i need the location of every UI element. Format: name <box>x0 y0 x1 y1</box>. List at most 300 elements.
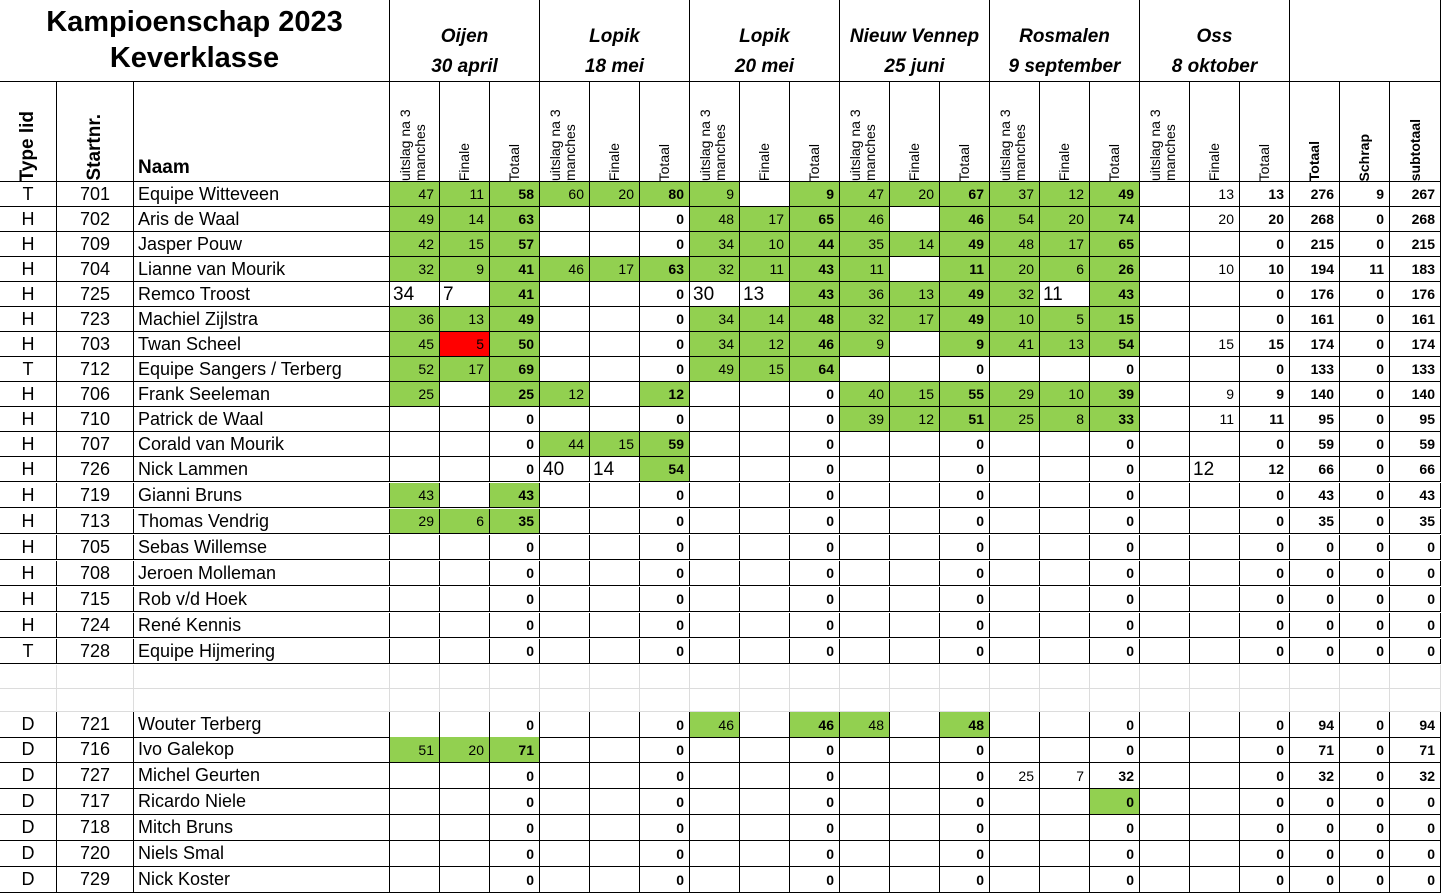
event-2-totaal-cell: 0 <box>640 232 690 257</box>
event-4-totaal-cell: 0 <box>940 483 990 508</box>
spacer-cell <box>940 689 990 712</box>
row-totaal: 268 <box>1290 207 1340 232</box>
row-subtotaal: 0 <box>1390 867 1441 893</box>
event-6-finale-cell <box>1190 613 1240 638</box>
event-3-totaal-cell: 0 <box>790 587 840 612</box>
event-1-uitslag-cell <box>390 613 440 638</box>
event-5-finale-cell <box>1040 613 1090 638</box>
event-3-totaal-cell: 0 <box>790 407 840 432</box>
row-startnr: 727 <box>57 763 134 789</box>
event-3-totaal-cell: 44 <box>790 232 840 257</box>
event-6-uitslag-cell <box>1140 712 1190 738</box>
event-2-uitslag-cell: 40 <box>540 457 590 482</box>
event-2-totaal-cell: 0 <box>640 639 690 664</box>
event-1-uitslag-cell <box>390 432 440 457</box>
event-4-totaal-cell: 0 <box>940 587 990 612</box>
event-5-uitslag-cell <box>990 457 1040 482</box>
spacer-cell <box>57 665 134 689</box>
event-5-finale-cell: 12 <box>1040 182 1090 207</box>
event-2-finale-cell <box>590 332 640 357</box>
row-totaal: 35 <box>1290 509 1340 534</box>
header-finale-label: Finale <box>456 142 472 181</box>
spacer-cell <box>1190 665 1240 689</box>
row-naam: Michel Geurten <box>134 763 390 789</box>
event-4-uitslag-cell <box>840 432 890 457</box>
event-5-finale-cell <box>1040 561 1090 586</box>
event-1-uitslag-cell: 51 <box>390 737 440 763</box>
event-1-finale-cell <box>440 712 490 738</box>
row-startnr: 707 <box>57 432 134 457</box>
event-6-totaal-cell: 0 <box>1240 587 1290 612</box>
page-title <box>0 0 390 82</box>
spacer-cell <box>940 665 990 689</box>
venue-name: Nieuw Vennep <box>849 26 980 47</box>
event-2-uitslag-cell <box>540 407 590 432</box>
event-5-uitslag-cell <box>990 737 1040 763</box>
header-finale-label: Finale <box>606 142 622 181</box>
row-naam: Thomas Vendrig <box>134 509 390 534</box>
row-naam: Twan Scheel <box>134 332 390 357</box>
event-6-totaal-cell: 0 <box>1240 737 1290 763</box>
title-line-2: Keverklasse <box>109 42 280 74</box>
event-3-uitslag-cell <box>690 587 740 612</box>
event-5-totaal-cell: 0 <box>1090 737 1140 763</box>
row-naam: Rob v/d Hoek <box>134 587 390 612</box>
row-totaal: 0 <box>1290 789 1340 815</box>
event-2-finale-cell <box>590 357 640 382</box>
event-1-uitslag-cell <box>390 815 440 841</box>
event-4-uitslag-cell: 46 <box>840 207 890 232</box>
row-type: D <box>0 789 57 815</box>
row-subtotaal: 161 <box>1390 307 1441 332</box>
row-startnr: 726 <box>57 457 134 482</box>
row-startnr: 729 <box>57 867 134 893</box>
event-2-finale-cell <box>590 307 640 332</box>
event-6-uitslag-cell <box>1140 737 1190 763</box>
event-3-finale-cell <box>740 613 790 638</box>
event-1-totaal-cell: 0 <box>490 587 540 612</box>
row-naam: Corald van Mourik <box>134 432 390 457</box>
event-6-totaal-cell: 0 <box>1240 483 1290 508</box>
event-5-totaal-cell: 0 <box>1090 789 1140 815</box>
row-naam: Niels Smal <box>134 841 390 867</box>
row-type: D <box>0 712 57 738</box>
event-3-finale-cell <box>740 535 790 560</box>
row-subtotaal: 0 <box>1390 639 1441 664</box>
event-6-finale-cell <box>1190 509 1240 534</box>
event-6-finale-cell <box>1190 789 1240 815</box>
event-2-finale-cell <box>590 712 640 738</box>
header-uitslag <box>690 82 740 182</box>
event-3-uitslag-cell <box>690 841 740 867</box>
event-4-totaal-cell: 0 <box>940 841 990 867</box>
event-3-finale-cell <box>740 509 790 534</box>
spacer-cell <box>1090 665 1140 689</box>
event-4-totaal-cell: 0 <box>940 357 990 382</box>
row-subtotaal: 268 <box>1390 207 1441 232</box>
row-schrap: 0 <box>1340 763 1390 789</box>
event-2-uitslag-cell <box>540 789 590 815</box>
event-4-totaal-cell: 0 <box>940 432 990 457</box>
event-1-totaal-cell: 71 <box>490 737 540 763</box>
row-schrap: 0 <box>1340 509 1390 534</box>
event-5-finale-cell <box>1040 483 1090 508</box>
spacer-cell <box>1340 689 1390 712</box>
event-6-uitslag-cell <box>1140 639 1190 664</box>
row-type: D <box>0 867 57 893</box>
event-2-uitslag-cell <box>540 307 590 332</box>
event-6-uitslag-cell <box>1140 182 1190 207</box>
event-4-finale-cell <box>890 841 940 867</box>
event-5-uitslag-cell <box>990 483 1040 508</box>
row-naam: Jeroen Molleman <box>134 561 390 586</box>
event-4-finale-cell <box>890 639 940 664</box>
row-schrap: 11 <box>1340 257 1390 282</box>
event-3-totaal-cell: 9 <box>790 182 840 207</box>
event-5-totaal-cell: 43 <box>1090 282 1140 307</box>
event-1-finale-cell <box>440 407 490 432</box>
event-1-finale-cell <box>440 789 490 815</box>
event-2-uitslag-cell <box>540 207 590 232</box>
spacer-cell <box>1390 689 1441 712</box>
event-5-uitslag-cell: 48 <box>990 232 1040 257</box>
event-2-uitslag-cell <box>540 282 590 307</box>
event-1-finale-cell <box>440 867 490 893</box>
event-3-finale-cell <box>740 382 790 407</box>
event-5-finale-cell: 6 <box>1040 257 1090 282</box>
event-3-uitslag-cell: 34 <box>690 332 740 357</box>
event-2-totaal-cell: 0 <box>640 763 690 789</box>
row-schrap: 0 <box>1340 587 1390 612</box>
event-3-uitslag-cell <box>690 867 740 893</box>
event-4-totaal-cell: 0 <box>940 763 990 789</box>
event-3-totaal-cell: 64 <box>790 357 840 382</box>
event-6-finale-cell <box>1190 483 1240 508</box>
event-2-totaal-cell: 0 <box>640 613 690 638</box>
event-2-totaal-cell: 59 <box>640 432 690 457</box>
row-naam: Frank Seeleman <box>134 382 390 407</box>
event-2-uitslag-cell <box>540 535 590 560</box>
venue-header <box>1140 0 1290 82</box>
event-1-uitslag-cell: 42 <box>390 232 440 257</box>
row-totaal: 0 <box>1290 841 1340 867</box>
event-6-finale-cell: 12 <box>1190 457 1240 482</box>
event-5-uitslag-cell: 32 <box>990 282 1040 307</box>
event-5-uitslag-cell <box>990 535 1040 560</box>
event-3-finale-cell <box>740 483 790 508</box>
event-2-finale-cell <box>590 509 640 534</box>
event-3-totaal-cell: 0 <box>790 763 840 789</box>
spacer-cell <box>1390 665 1441 689</box>
event-6-uitslag-cell <box>1140 282 1190 307</box>
row-subtotaal: 133 <box>1390 357 1441 382</box>
event-1-uitslag-cell: 25 <box>390 382 440 407</box>
event-6-finale-cell <box>1190 587 1240 612</box>
event-5-totaal-cell: 0 <box>1090 712 1140 738</box>
header-totaal-label: Totaal <box>506 143 522 181</box>
event-6-totaal-cell: 0 <box>1240 357 1290 382</box>
event-2-totaal-cell: 0 <box>640 867 690 893</box>
event-1-finale-cell: 7 <box>440 282 490 307</box>
event-5-finale-cell <box>1040 737 1090 763</box>
header-totaal <box>1090 82 1140 182</box>
event-2-finale-cell <box>590 407 640 432</box>
event-5-finale-cell <box>1040 587 1090 612</box>
event-1-uitslag-cell <box>390 587 440 612</box>
event-5-finale-cell: 13 <box>1040 332 1090 357</box>
event-3-uitslag-cell: 9 <box>690 182 740 207</box>
header-uitslag-label: uitslag na 3 manches <box>696 109 728 181</box>
event-5-finale-cell <box>1040 815 1090 841</box>
event-4-finale-cell <box>890 332 940 357</box>
spacer-cell <box>1140 689 1190 712</box>
row-totaal: 174 <box>1290 332 1340 357</box>
event-4-finale-cell: 15 <box>890 382 940 407</box>
header-uitslag-label: uitslag na 3 manches <box>996 109 1028 181</box>
row-type: T <box>0 182 57 207</box>
event-5-totaal-cell: 0 <box>1090 457 1140 482</box>
venue-date: 9 september <box>1008 56 1121 77</box>
row-schrap: 0 <box>1340 207 1390 232</box>
row-startnr: 721 <box>57 712 134 738</box>
row-totaal: 194 <box>1290 257 1340 282</box>
row-type: H <box>0 282 57 307</box>
event-2-finale-cell <box>590 841 640 867</box>
event-4-uitslag-cell <box>840 613 890 638</box>
header-totaal-label: Totaal <box>1256 143 1272 181</box>
event-3-uitslag-cell: 46 <box>690 712 740 738</box>
event-3-uitslag-cell <box>690 789 740 815</box>
row-schrap: 0 <box>1340 357 1390 382</box>
event-6-totaal-cell: 9 <box>1240 382 1290 407</box>
event-2-uitslag-cell <box>540 587 590 612</box>
event-4-totaal-cell: 0 <box>940 457 990 482</box>
event-2-totaal-cell: 0 <box>640 737 690 763</box>
event-2-uitslag-cell <box>540 639 590 664</box>
event-1-uitslag-cell: 49 <box>390 207 440 232</box>
event-5-totaal-cell: 0 <box>1090 432 1140 457</box>
spacer-cell <box>890 689 940 712</box>
event-3-uitslag-cell <box>690 457 740 482</box>
row-subtotaal: 71 <box>1390 737 1441 763</box>
event-5-totaal-cell: 0 <box>1090 483 1140 508</box>
event-3-totaal-cell: 43 <box>790 257 840 282</box>
event-2-finale-cell <box>590 613 640 638</box>
event-6-uitslag-cell <box>1140 232 1190 257</box>
event-2-finale-cell <box>590 737 640 763</box>
row-naam: Wouter Terberg <box>134 712 390 738</box>
event-4-totaal-cell: 0 <box>940 789 990 815</box>
event-5-uitslag-cell: 37 <box>990 182 1040 207</box>
event-5-uitslag-cell <box>990 432 1040 457</box>
spacer-cell <box>990 665 1040 689</box>
event-2-totaal-cell: 0 <box>640 483 690 508</box>
event-3-totaal-cell: 0 <box>790 535 840 560</box>
event-4-uitslag-cell <box>840 587 890 612</box>
event-2-totaal-cell: 0 <box>640 841 690 867</box>
event-1-uitslag-cell: 47 <box>390 182 440 207</box>
event-4-finale-cell: 20 <box>890 182 940 207</box>
event-6-uitslag-cell <box>1140 815 1190 841</box>
event-1-finale-cell: 11 <box>440 182 490 207</box>
event-2-uitslag-cell <box>540 357 590 382</box>
row-subtotaal: 183 <box>1390 257 1441 282</box>
event-2-uitslag-cell <box>540 712 590 738</box>
event-6-totaal-cell: 0 <box>1240 432 1290 457</box>
row-naam: Ricardo Niele <box>134 789 390 815</box>
event-5-finale-cell <box>1040 535 1090 560</box>
event-1-uitslag-cell <box>390 789 440 815</box>
event-5-finale-cell: 11 <box>1040 282 1090 307</box>
event-3-uitslag-cell <box>690 639 740 664</box>
row-naam: Jasper Pouw <box>134 232 390 257</box>
event-6-totaal-cell: 0 <box>1240 789 1290 815</box>
event-4-finale-cell <box>890 457 940 482</box>
event-6-totaal-cell: 0 <box>1240 867 1290 893</box>
row-type: H <box>0 561 57 586</box>
event-1-uitslag-cell <box>390 407 440 432</box>
event-1-totaal-cell: 57 <box>490 232 540 257</box>
venue-date: 30 april <box>431 56 498 77</box>
event-3-finale-cell <box>740 587 790 612</box>
event-4-uitslag-cell: 9 <box>840 332 890 357</box>
event-4-uitslag-cell: 36 <box>840 282 890 307</box>
event-1-uitslag-cell <box>390 535 440 560</box>
row-subtotaal: 0 <box>1390 535 1441 560</box>
event-6-totaal-cell: 10 <box>1240 257 1290 282</box>
event-2-finale-cell: 14 <box>590 457 640 482</box>
header-totaal <box>490 82 540 182</box>
row-startnr: 728 <box>57 639 134 664</box>
row-naam: Sebas Willemse <box>134 535 390 560</box>
event-4-totaal-cell: 46 <box>940 207 990 232</box>
event-3-totaal-cell: 0 <box>790 432 840 457</box>
header-totaal-label: Totaal <box>656 143 672 181</box>
row-totaal: 66 <box>1290 457 1340 482</box>
row-totaal: 215 <box>1290 232 1340 257</box>
event-6-uitslag-cell <box>1140 561 1190 586</box>
header-totaal <box>940 82 990 182</box>
event-2-finale-cell <box>590 561 640 586</box>
spacer-cell <box>390 665 440 689</box>
event-5-totaal-cell: 0 <box>1090 867 1140 893</box>
summary-header-blank <box>1290 0 1441 82</box>
row-subtotaal: 267 <box>1390 182 1441 207</box>
event-3-totaal-cell: 0 <box>790 509 840 534</box>
event-1-finale-cell: 17 <box>440 357 490 382</box>
row-subtotaal: 0 <box>1390 841 1441 867</box>
row-subtotaal: 66 <box>1390 457 1441 482</box>
event-1-totaal-cell: 0 <box>490 535 540 560</box>
row-schrap: 0 <box>1340 382 1390 407</box>
row-startnr: 724 <box>57 613 134 638</box>
event-6-finale-cell <box>1190 232 1240 257</box>
row-schrap: 0 <box>1340 561 1390 586</box>
event-1-uitslag-cell <box>390 867 440 893</box>
spacer-cell <box>590 689 640 712</box>
event-4-totaal-cell: 49 <box>940 232 990 257</box>
event-1-totaal-cell: 43 <box>490 483 540 508</box>
event-6-uitslag-cell <box>1140 763 1190 789</box>
event-2-totaal-cell: 0 <box>640 712 690 738</box>
spacer-cell <box>490 665 540 689</box>
event-6-uitslag-cell <box>1140 613 1190 638</box>
event-5-totaal-cell: 54 <box>1090 332 1140 357</box>
row-startnr: 708 <box>57 561 134 586</box>
event-5-uitslag-cell <box>990 357 1040 382</box>
row-startnr: 701 <box>57 182 134 207</box>
spacer-cell <box>740 665 790 689</box>
row-type: T <box>0 357 57 382</box>
event-2-totaal-cell: 0 <box>640 307 690 332</box>
event-4-finale-cell <box>890 763 940 789</box>
event-2-uitslag-cell <box>540 763 590 789</box>
event-2-uitslag-cell: 44 <box>540 432 590 457</box>
header-type-lid-label: Type lid <box>17 110 38 181</box>
event-4-totaal-cell: 55 <box>940 382 990 407</box>
row-type: H <box>0 407 57 432</box>
event-1-finale-cell <box>440 561 490 586</box>
spacer-cell <box>57 689 134 712</box>
event-1-finale-cell: 6 <box>440 509 490 534</box>
venue-date: 8 oktober <box>1171 56 1258 77</box>
event-2-uitslag-cell: 60 <box>540 182 590 207</box>
event-5-uitslag-cell <box>990 867 1040 893</box>
header-totaal-label: Totaal <box>806 143 822 181</box>
event-2-uitslag-cell <box>540 561 590 586</box>
event-5-totaal-cell: 0 <box>1090 561 1140 586</box>
event-1-finale-cell <box>440 535 490 560</box>
event-1-finale-cell <box>440 613 490 638</box>
spacer-cell <box>590 665 640 689</box>
venue-name: Lopik <box>739 26 790 47</box>
spacer-cell <box>1040 689 1090 712</box>
row-startnr: 723 <box>57 307 134 332</box>
row-type: H <box>0 535 57 560</box>
event-5-uitslag-cell: 25 <box>990 407 1040 432</box>
event-3-finale-cell: 15 <box>740 357 790 382</box>
event-4-finale-cell <box>890 561 940 586</box>
row-totaal: 59 <box>1290 432 1340 457</box>
event-1-finale-cell <box>440 587 490 612</box>
event-6-totaal-cell: 0 <box>1240 841 1290 867</box>
venue-header <box>540 0 690 82</box>
header-subtotaal-label: subtotaal <box>1406 118 1423 181</box>
event-5-totaal-cell: 0 <box>1090 815 1140 841</box>
event-6-uitslag-cell <box>1140 307 1190 332</box>
event-2-finale-cell: 20 <box>590 182 640 207</box>
event-3-finale-cell <box>740 561 790 586</box>
row-type: H <box>0 587 57 612</box>
row-totaal: 94 <box>1290 712 1340 738</box>
spacer-cell <box>490 689 540 712</box>
event-3-uitslag-cell: 49 <box>690 357 740 382</box>
event-1-totaal-cell: 63 <box>490 207 540 232</box>
row-startnr: 716 <box>57 737 134 763</box>
row-startnr: 719 <box>57 483 134 508</box>
event-4-finale-cell <box>890 483 940 508</box>
row-totaal: 0 <box>1290 561 1340 586</box>
event-4-uitslag-cell: 47 <box>840 182 890 207</box>
event-6-totaal-cell: 0 <box>1240 712 1290 738</box>
row-schrap: 0 <box>1340 815 1390 841</box>
row-totaal: 0 <box>1290 535 1340 560</box>
row-type: H <box>0 257 57 282</box>
event-3-finale-cell <box>740 639 790 664</box>
row-schrap: 0 <box>1340 307 1390 332</box>
row-startnr: 720 <box>57 841 134 867</box>
event-3-finale-cell <box>740 182 790 207</box>
